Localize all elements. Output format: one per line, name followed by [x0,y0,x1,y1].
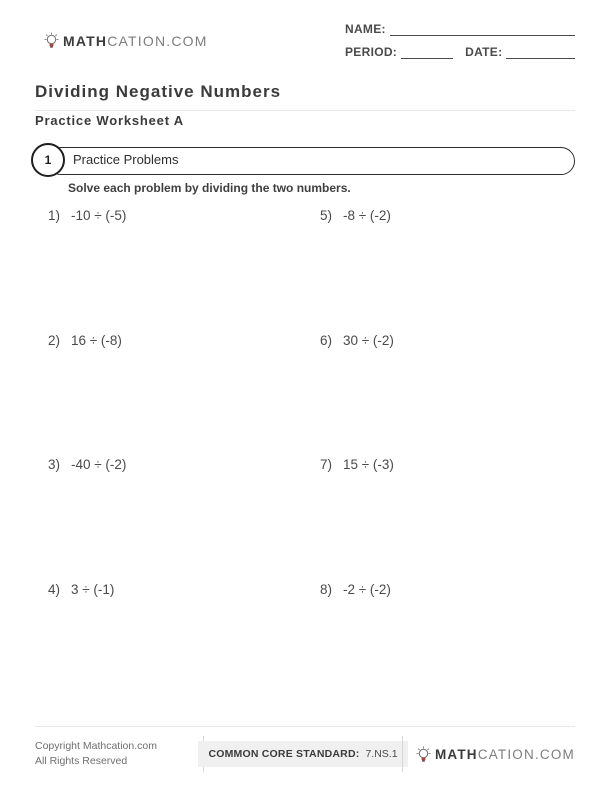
period-input-line[interactable] [401,45,453,59]
problem-expression: -10 ÷ (-5) [71,208,127,223]
problem-number: 8) [320,582,333,597]
name-label: NAME: [345,22,386,36]
problem-number: 4) [48,582,61,597]
common-core-standard-badge [198,741,407,767]
copyright-line-1: Copyright Mathcation.com [35,739,157,752]
copyright-line-2: All Rights Reserved [35,755,128,767]
section-banner [31,143,575,177]
problem-8 [320,582,391,597]
problem-2 [48,333,122,348]
problem-expression: -8 ÷ (-2) [343,208,391,223]
problem-number: 2) [48,333,61,348]
standard-value: 7.NS.1 [365,748,398,760]
problem-6 [320,333,394,348]
standard-label: COMMON CORE STANDARD: [208,748,360,760]
brand-bold: MATH [434,746,478,762]
problem-5 [320,208,391,223]
footer-logo [403,746,575,763]
student-info-fields [345,22,575,68]
section-number-badge: 1 [31,143,65,177]
problem-expression: 16 ÷ (-8) [71,333,122,348]
problem-expression: 3 ÷ (-1) [71,582,115,597]
standard-wrap [204,741,402,767]
footer-divider [35,726,575,727]
footer [35,733,575,775]
brand-bold: MATH [63,32,108,49]
problem-expression: 15 ÷ (-3) [343,457,394,472]
problem-7 [320,457,394,472]
problem-number: 3) [48,457,61,472]
problem-expression: -40 ÷ (-2) [71,457,127,472]
brand-wordmark [63,33,208,49]
section-title: Practice Problems [73,152,179,167]
problem-number: 5) [320,208,333,223]
brand-light: CATION.COM [477,746,575,762]
problem-4 [48,582,114,597]
problem-3 [48,457,126,472]
section-instructions: Solve each problem by dividing the two numbers. [68,181,351,195]
copyright-block [35,739,203,769]
brand-wordmark [435,747,575,762]
page-subtitle: Practice Worksheet A [35,113,184,128]
problem-number: 1) [48,208,61,223]
problem-expression: -2 ÷ (-2) [343,582,391,597]
header-logo [44,32,208,49]
period-date-row [345,45,575,59]
period-label: PERIOD: [345,45,398,59]
date-label: DATE: [465,45,503,59]
problem-number: 6) [320,333,333,348]
name-field-row [345,22,575,36]
name-input-line[interactable] [390,22,575,36]
problem-1 [48,208,126,223]
date-input-line[interactable] [506,45,575,59]
problem-number: 7) [320,457,333,472]
brand-light: CATION.COM [107,32,208,49]
page-title: Dividing Negative Numbers [35,82,575,111]
lightbulb-icon [416,746,431,763]
lightbulb-icon [44,32,59,49]
problem-expression: 30 ÷ (-2) [343,333,394,348]
